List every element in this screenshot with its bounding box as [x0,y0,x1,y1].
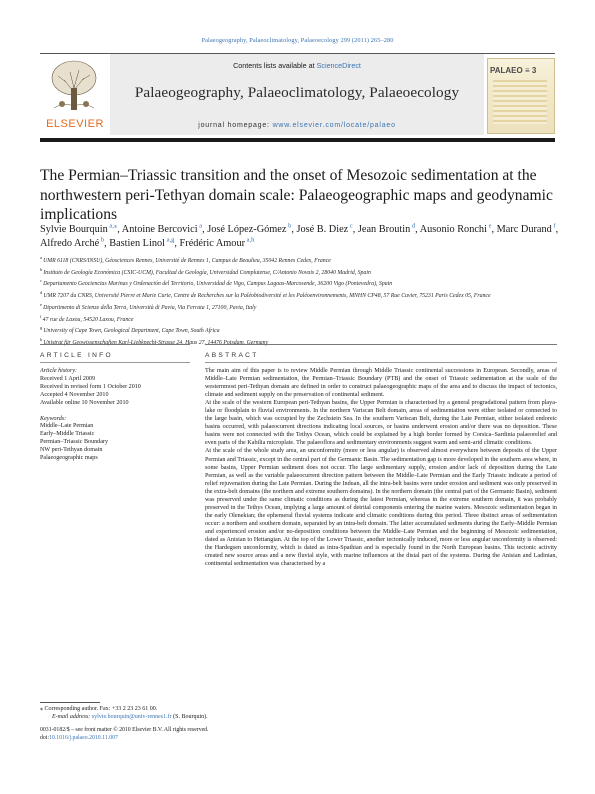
doi-label: doi: [40,735,50,741]
affiliation [40,313,560,325]
author-affiliation-mark[interactable]: a [197,222,203,230]
history-item: Available online 10 November 2010 [40,399,129,406]
author-name[interactable]: Antoine Bercovici [121,224,198,235]
affiliation-key: e [40,301,44,307]
author-name[interactable]: Marc Durand [496,224,552,235]
author-separator: , [202,224,208,235]
author-name[interactable]: José B. Diez [296,224,349,235]
journal-cover-title: PALAEO ≡ 3 [490,66,537,75]
affiliation-key: f [40,313,43,319]
abstract-body [205,367,557,568]
author-name[interactable]: Ausonio Ronchi [419,224,487,235]
keyword: Palaeogeographic maps [40,455,98,462]
keyword: Permian–Triassic Boundary [40,439,108,446]
author-separator: , [174,238,180,249]
affiliation-key: h [40,337,44,343]
affiliation-text: 47 rue de Laxou, 54520 Laxou, France [42,316,134,323]
author-separator: , [291,224,297,235]
author-affiliation-mark[interactable]: f [551,222,556,230]
affiliation [40,336,560,348]
affiliation-key: b [40,266,44,272]
journal-citation[interactable]: Palaeogeography, Palaeoclimatology, Palaeoecology 299 (2011) 265–280 [201,37,394,44]
author-name[interactable]: Bastien Linol [109,238,165,249]
affiliation-text: Departamento Geociencias Marinas y Ordenación del Territorio, Universidad de Vigo, Campus Lagoas-Marcosende, 36200 Vigo (Pontevedra), Spain [43,281,393,288]
affiliation [40,301,560,313]
elsevier-tree-logo [44,58,104,116]
affiliation [40,266,560,278]
abstract-paragraph: At the scale of the western European peri-Tethyan basins, the Upper Permian is characterised by a general progradational pattern from playa-lake or floodplain to fluvial environments. In the northern Variscan Belt domain, areas of sedimentation were either isolated or connected to the large basin, which was occupied by the Zechstein Sea. In the southern Variscan Belt, during the Late Permian, either isolated endoreic basins occurred, with palaeocurrent directions indicating local sources, or basins underwent erosion and/or there was no deposition. These basins were not connected with the Tethys Ocean, which could be explained by a high border formed by Corsica–Sardinia palaeorelief and even parts of the Kabilia microplate. The palaeoflora and sedimentary environments suggest warm and semi-arid climatic conditions. [205,400,557,447]
affiliation-text: Unistrat für Geowissenschaften Karl-Liebknecht-Strasse 24, Haus 27, 14476 Potsdam, Germany [43,339,269,346]
author-affiliation-mark[interactable]: c [348,222,353,230]
affiliation-text: UMR 7207 du CNRS, Université Pierre et Marie Curie, Centre de Recherches sur la Paléobiodiversité et les Paléoenvironnements, MNHN CP48, 57 Rue Cuvier, 75231 Paris Cedex 05, France [43,293,491,300]
author-affiliation-mark[interactable]: a,h [245,236,255,244]
divider [40,344,190,345]
affiliation-list [40,254,560,348]
copyright-block [40,726,555,742]
divider [40,362,190,363]
author-separator: , [415,224,420,235]
email-label: E-mail address: [52,714,92,720]
history-item: Accepted 4 November 2010 [40,391,109,398]
author-name[interactable]: Jean Broutin [357,224,411,235]
author-separator: , [555,224,559,235]
author-name[interactable]: Alfredo Arché [40,238,100,249]
keyword: Early–Middle Triassic [40,431,95,438]
author-affiliation-mark[interactable]: b [99,236,105,244]
divider [205,344,557,345]
homepage-label: journal homepage: [198,122,273,129]
affiliation [40,277,560,289]
doi-link[interactable]: 10.1016/j.palaeo.2010.11.007 [49,735,118,741]
corresponding-author-note [40,705,555,721]
affiliation-key: a [40,255,44,260]
abstract-paragraph: At the scale of the whole study area, an unconformity (more or less angular) is observed almost everywhere between deposits of the Upper Permian and Triassic, except in the central part of the Germanic Basin. The sedimentation gap is more developed in the southern area where, in some basins, Upper Permian sediment does not occur. The large sedimentary supply, erosion and/or lack of deposition during the Late Permian, as well as the variable palaeocurrent direction pattern between the Middle–Late Permian and the Early Triassic indicate a period of relief rejuvenation during the Late Permian. During the Induan, all the intra-belt basins were under erosion and sediment was only preserved in the extra-belt domains (the northern and extreme southern domains). In the northern domain (the central part of the Germanic Basin), sediment was preserved under the same climatic conditions as during the latest Permian, whereas in the extreme southern domain, it was probably preserved in the Tethys Ocean, implying a large amount of detrital components entering the marine waters. Mesozoic sedimentation began in the early Olenekian; the ephemeral fluvial systems indicate arid climatic conditions during this period. Three distinct areas of sedimentation occur: a northern and southern domain, separated by an intra-belt domain. The latter accumulated sediments during the Early–Middle Permian and experienced erosion and/or no-deposition conditions between the Middle–Late Permian and the beginning of Mesozoic sedimentation, dated as Anisian to Hettangian. At the top of the Lower Triassic, another tectonically induced, more or less angular unconformity is observed: the Hardegsen unconformity, which is dated as intra-Spathian and is especially found in the North European basins. This tectonic activity created new source areas and a new fluvial style, with marine influences at the distal part of the systems. During the Anisian and Ladinian, continental sedimentation was characterised by a [205,448,557,568]
email-suffix: (S. Bourquin). [171,714,208,720]
contents-prefix: Contents lists available at [233,61,317,70]
author-separator: , [117,224,122,235]
keywords-label: Keywords: [40,415,67,422]
affiliation-key: d [40,290,44,296]
history-label: Article history: [40,368,78,374]
affiliation [40,289,560,301]
affiliation-text: Instituto de Geología Económica (CSIC-UCM), Facultad de Geología, Universidad Complutense, C/Antonio Novais 2, 28040 Madrid, Spain [43,269,371,276]
author-affiliation-mark[interactable]: a,g [165,236,175,244]
author-affiliation-mark[interactable]: a,⁎ [107,222,118,230]
author-name[interactable]: Sylvie Bourquin [40,224,108,235]
article-info [40,368,190,463]
email-link[interactable]: sylvie.bourquin@univ-rennes1.fr [91,714,172,720]
divider [205,362,557,363]
affiliation-key: g [40,325,44,331]
author-list [40,223,560,251]
sciencedirect-link[interactable]: ScienceDirect [316,61,361,70]
journal-title: Palaeogeography, Palaeoclimatology, Palaeoecology [134,84,460,101]
publisher-name: ELSEVIER [46,118,104,130]
affiliation-text: UMR 6118 (CNRS/INSU), Géosciences Rennes, Université de Rennes 1, Campus de Beaulieu, 35042 Rennes Cedex, France [43,257,331,264]
footnote-divider [40,702,100,703]
keyword: Middle–Late Permian [40,423,94,430]
author-name[interactable]: Frédéric Amour [179,238,246,249]
affiliation-text: Dipartimento di Scienze della Terra, Università di Pavia, Via Ferrata 1, 27100, Pavia, Italy [43,304,257,311]
author-separator: , [104,238,110,249]
affiliation-text: University of Cape Town, Geological Department, Cape Town, South Africa [43,328,220,335]
keyword: NW peri-Tethyan domain [40,447,103,454]
article-title: The Permian–Triassic transition and the onset of Mesozoic sedimentation at the northwestern peri-Tethyan domain scale: Palaeogeographic maps and geodynamic implications [40,167,553,223]
author-separator: , [352,224,358,235]
author-name[interactable]: José López-Gómez [207,224,287,235]
history-item: Received in revised form 1 October 2010 [40,383,141,390]
author-affiliation-mark[interactable]: e [486,222,492,230]
journal-homepage [110,122,484,129]
contents-line [110,61,484,70]
affiliation [40,254,560,266]
homepage-link[interactable]: www.elsevier.com/locate/palaeo [272,122,396,129]
corresponding-author: ⁎ Corresponding author. Fax: +33 2 23 23 61 00. [40,706,158,712]
issn-line: 0031-0182/$ – see front matter © 2010 Elsevier B.V. All rights reserved. [40,727,209,733]
abstract-paragraph: The main aim of this paper is to review Middle Permian through Middle Triassic continental successions in European. Secondly, areas of Middle–Late Permian sedimentation, the Permian–Triassic Boundary (PTB) and the onset of Triassic sedimentation at the scale of the westernmost peri-Tethyan domain are defined in order to construct palaeogeographic maps of the area and to discuss the impact of tectonics, climate and sediment supply on the preservation of continental sediment. [205,368,557,399]
history-item: Received 1 April 2009 [40,375,96,382]
author-separator: , [491,224,497,235]
article-info-heading: ARTICLE INFO [40,352,113,359]
affiliation-key: c [40,278,44,284]
affiliation [40,324,560,336]
abstract-heading: ABSTRACT [205,352,259,359]
author-affiliation-mark[interactable]: b [286,222,292,230]
author-affiliation-mark[interactable]: d [410,222,416,230]
journal-cover-pattern [493,80,547,124]
